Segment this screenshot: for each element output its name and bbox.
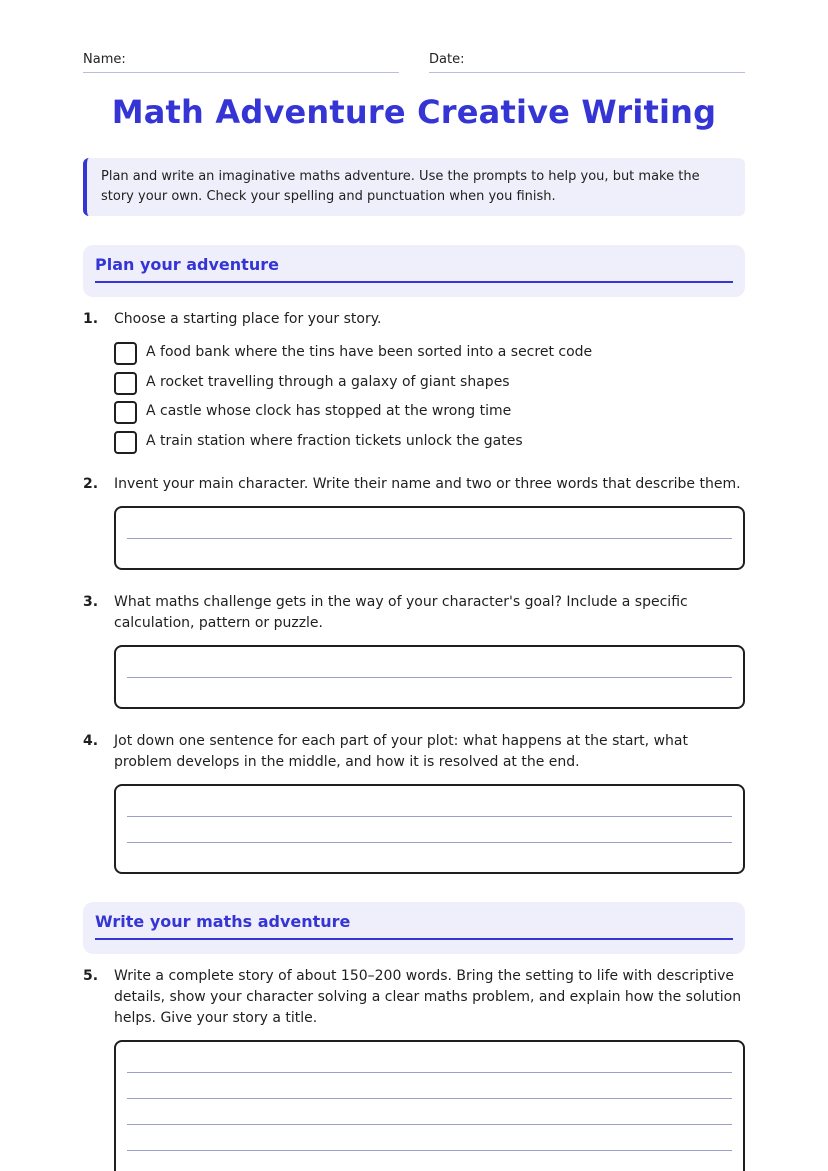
- writing-line: [127, 677, 732, 678]
- answer-box-3[interactable]: [114, 645, 745, 709]
- section-header-plan: [83, 245, 745, 297]
- writing-line: [127, 1150, 732, 1151]
- question-text: Write a complete story of about 150–200 words. Bring the setting to life with descriptive details, show your character solving a clear maths problem, and explain how the solution helps. Give your story a title.: [114, 968, 742, 1026]
- question-number: 3.: [83, 594, 99, 610]
- answer-box-4[interactable]: [114, 784, 745, 874]
- question-number: 5.: [83, 968, 99, 984]
- question-number: 1.: [83, 311, 99, 327]
- page-title: Math Adventure Creative Writing: [111, 93, 717, 131]
- option-item[interactable]: [114, 431, 714, 461]
- writing-line: [127, 538, 732, 539]
- writing-line: [127, 1098, 732, 1099]
- option-label: A food bank where the tins have been sorted into a secret code: [146, 344, 593, 360]
- writing-line: [127, 1072, 732, 1073]
- option-label: A rocket travelling through a galaxy of giant shapes: [146, 373, 510, 390]
- section-title: Write your maths adventure: [95, 912, 733, 940]
- question-2: [83, 474, 745, 495]
- section-header-write: [83, 902, 745, 954]
- checkbox[interactable]: [114, 342, 137, 365]
- question-number: 4.: [83, 733, 99, 749]
- checkbox[interactable]: [114, 372, 137, 395]
- instructions-box: Plan and write an imaginative maths adventure. Use the prompts to help you, but make the story your own. Check your spelling and punctuation when you finish.: [83, 158, 745, 216]
- answer-box-2[interactable]: [114, 506, 745, 570]
- answer-box-5[interactable]: [114, 1040, 745, 1171]
- writing-line: [127, 842, 732, 843]
- question-text: Choose a starting place for your story.: [114, 311, 382, 327]
- question-text: Invent your main character. Write their name and two or three words that describe them.: [114, 476, 741, 492]
- date-field[interactable]: [429, 52, 745, 73]
- writing-line: [127, 1124, 732, 1125]
- writing-line: [127, 816, 732, 817]
- question-text: Jot down one sentence for each part of your plot: what happens at the start, what problem develops in the middle, and how it is resolved at the end.: [114, 733, 688, 770]
- name-field[interactable]: [83, 52, 399, 73]
- section-title: Plan your adventure: [95, 255, 733, 283]
- question-5: [83, 966, 745, 1029]
- option-item[interactable]: [114, 372, 714, 402]
- question-text: What maths challenge gets in the way of your character's goal? Include a specific calculation, pattern or puzzle.: [114, 594, 688, 631]
- question-3: [83, 592, 745, 634]
- option-item[interactable]: [114, 342, 714, 372]
- question-4: [83, 731, 745, 773]
- question-number: 2.: [83, 476, 99, 492]
- option-item[interactable]: [114, 401, 714, 431]
- option-label: A train station where fraction tickets unlock the gates: [146, 432, 523, 449]
- name-label: Name:: [83, 52, 126, 67]
- question-1: [83, 309, 745, 330]
- option-list: [114, 342, 714, 460]
- option-label: A castle whose clock has stopped at the wrong time: [146, 403, 512, 419]
- date-label: Date:: [429, 52, 465, 67]
- checkbox[interactable]: [114, 401, 137, 424]
- header-row: [83, 52, 745, 74]
- checkbox[interactable]: [114, 431, 137, 454]
